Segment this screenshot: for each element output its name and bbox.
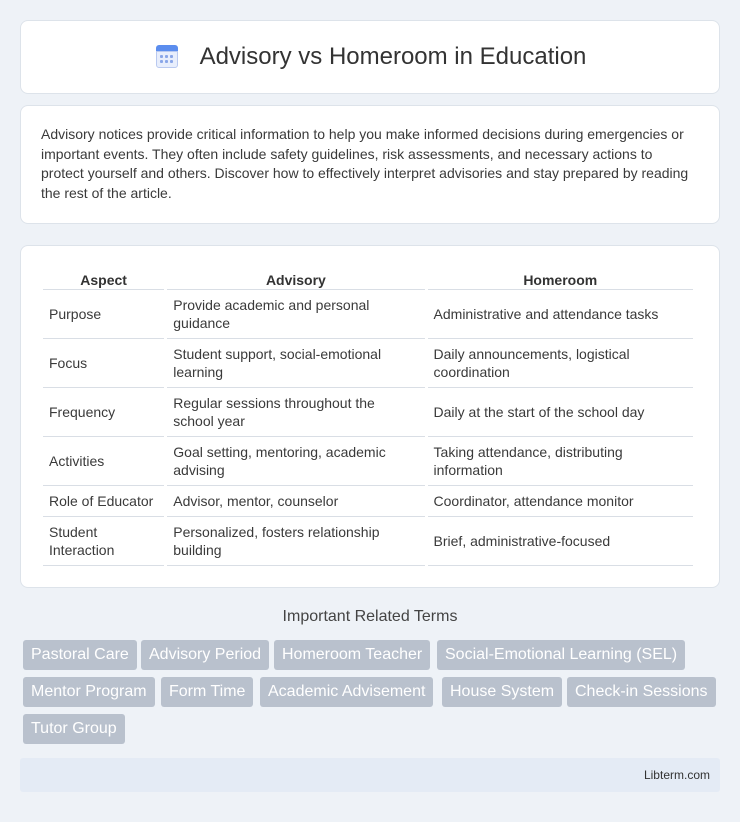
table-cell: Student support, social-emotional learning <box>167 339 424 388</box>
table-cell: Role of Educator <box>43 486 164 517</box>
tag-tutor-group[interactable]: Tutor Group <box>23 714 125 744</box>
table-cell: Regular sessions throughout the school year <box>167 388 424 437</box>
table-cell: Taking attendance, distributing information <box>428 437 693 486</box>
table-row <box>43 486 693 517</box>
table-cell: Brief, administrative-focused <box>428 517 693 566</box>
table-cell: Provide academic and personal guidance <box>167 290 424 339</box>
table-cell: Student Interaction <box>43 517 164 566</box>
footer-site-link[interactable]: Libterm.com <box>643 768 710 782</box>
table-row <box>43 290 693 339</box>
tag-pastoral-care[interactable]: Pastoral Care <box>23 640 137 670</box>
comparison-table-card <box>20 245 720 588</box>
table-cell: Goal setting, mentoring, academic advising <box>167 437 424 486</box>
table-row <box>43 339 693 388</box>
table-cell: Administrative and attendance tasks <box>428 290 693 339</box>
intro-text: Advisory notices provide critical information to help you make informed decisions during emergencies or important events. They often include safety guidelines, risk assessments, and necessary actions to protect yourself and others. Discover how to effectively interpret advisories and stay prepared by reading the rest of the article. <box>41 126 689 201</box>
related-terms-title: Important Related Terms <box>282 608 458 625</box>
table-row <box>43 388 693 437</box>
tag-mentor-program[interactable]: Mentor Program <box>23 677 155 707</box>
header-card <box>20 20 720 94</box>
tag-form-time[interactable]: Form Time <box>161 677 253 707</box>
document-list-icon <box>154 44 180 70</box>
intro-card <box>20 105 720 224</box>
table-cell: Frequency <box>43 388 164 437</box>
table-cell: Daily announcements, logistical coordination <box>428 339 693 388</box>
tag-social-emotional-learning[interactable]: Social-Emotional Learning (SEL) <box>437 640 685 670</box>
table-cell: Personalized, fosters relationship building <box>167 517 424 566</box>
tag-academic-advisement[interactable]: Academic Advisement <box>260 677 433 707</box>
column-header-advisory: Advisory <box>167 266 424 290</box>
table-row <box>43 517 693 566</box>
comparison-table <box>40 266 696 566</box>
column-header-aspect: Aspect <box>43 266 164 290</box>
table-cell: Activities <box>43 437 164 486</box>
table-cell: Advisor, mentor, counselor <box>167 486 424 517</box>
tag-check-in-sessions[interactable]: Check-in Sessions <box>567 677 716 707</box>
tag-house-system[interactable]: House System <box>442 677 562 707</box>
page-title: Advisory vs Homeroom in Education <box>199 43 587 70</box>
table-cell: Focus <box>43 339 164 388</box>
tag-advisory-period[interactable]: Advisory Period <box>141 640 269 670</box>
column-header-homeroom: Homeroom <box>428 266 693 290</box>
table-cell: Daily at the start of the school day <box>428 388 693 437</box>
table-cell: Coordinator, attendance monitor <box>428 486 693 517</box>
table-cell: Purpose <box>43 290 164 339</box>
tag-homeroom-teacher[interactable]: Homeroom Teacher <box>274 640 430 670</box>
table-row <box>43 437 693 486</box>
footer <box>20 758 720 792</box>
